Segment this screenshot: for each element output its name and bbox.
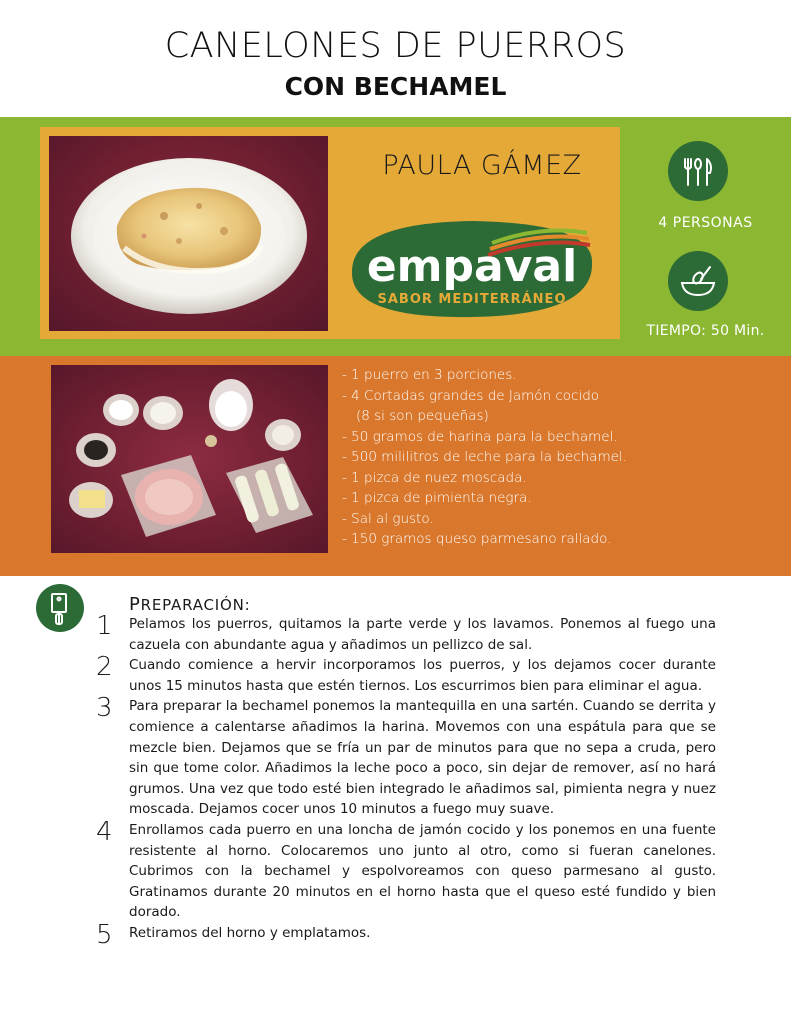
empaval-logo — [342, 203, 602, 323]
cutlery-icon — [668, 141, 728, 201]
step-number: 4 — [96, 816, 113, 847]
list-item: - 50 gramos de harina para la bechamel. — [342, 428, 618, 445]
logo-brand: empaval — [366, 241, 578, 292]
list-item: - 4 Cortadas grandes de Jamón cocido — [342, 387, 600, 404]
step-text: Para preparar la bechamel ponemos la mantequilla en una sartén. Cuando se derrita y comience a calentarse añadimos la harina. Movemos con una espátula para que se mezcle bien. Dejamos que se fría un par de minutos para que no sepa a cruda, pero sin que tome color. Añadimos la leche poco a poco, sin dejar de remover, así no hará grumos. Una vez que todo esté bien integrado le añadimos sal, pimienta negra y nuez moscada. Dejamos cocer unos 10 minutos a fuego muy suave. — [129, 698, 716, 818]
list-item: (8 si son pequeñas) — [356, 408, 489, 424]
step-text: Cuando comience a hervir incorporamos los puerros, y los dejamos cocer durante unos 15 minutos hasta que estén tiernos. Los escurrimos bien para eliminar el agua. — [129, 657, 716, 694]
list-item: - 500 mililitros de leche para la bechamel. — [342, 449, 627, 465]
list-item: - Sal al gusto. — [342, 510, 434, 527]
cooking-time: TIEMPO: 50 Min. — [646, 323, 765, 339]
step-5 — [96, 919, 716, 950]
list-item: - 1 puerro en 3 porciones. — [342, 367, 517, 383]
cleaver-knife-icon — [36, 584, 84, 632]
step-1 — [96, 611, 716, 655]
preparation-steps — [96, 611, 716, 950]
preparation-heading: PREPARACIÓN: — [129, 594, 251, 615]
author-name: PAULA GÁMEZ — [382, 150, 582, 181]
recipe-title: CANELONES DE PUERROS — [164, 26, 627, 66]
step-3 — [96, 693, 716, 820]
servings-count: 4 PERSONAS — [658, 215, 753, 231]
list-item: - 1 pizca de pimienta negra. — [342, 490, 532, 506]
step-text: Pelamos los puerros, quitamos la parte verde y los lavamos. Ponemos al fuego una cazuela con abundante agua y añadimos un pellizco de sal. — [129, 616, 716, 653]
step-text: Enrollamos cada puerro en una loncha de jamón cocido y los ponemos en una fuente resistente al horno. Colocaremos uno junto al otro, como si fueran canelones. Cubrimos con la bechamel y espolvoreamos con queso parmesano al gusto. Gratinamos durante 20 minutos en el horno hasta que el queso esté fundido y bien dorado. — [129, 821, 716, 921]
step-number: 3 — [96, 693, 113, 724]
step-number: 2 — [96, 652, 113, 683]
logo-tagline: SABOR MEDITERRÁNEO — [377, 292, 567, 307]
whisk-bowl-icon — [668, 251, 728, 311]
ingredients-list — [342, 365, 782, 550]
step-2 — [96, 652, 716, 696]
list-item: - 150 gramos queso parmesano rallado. — [342, 531, 612, 547]
step-number: 1 — [96, 611, 113, 641]
list-item: - 1 pizca de nuez moscada. — [342, 469, 527, 486]
step-number: 5 — [96, 919, 113, 950]
ingredients-photo — [51, 365, 328, 553]
step-text: Retiramos del horno y emplatamos. — [129, 924, 371, 941]
recipe-subtitle: CON BECHAMEL — [284, 72, 507, 101]
dish-photo — [49, 136, 328, 331]
step-4 — [96, 816, 716, 923]
